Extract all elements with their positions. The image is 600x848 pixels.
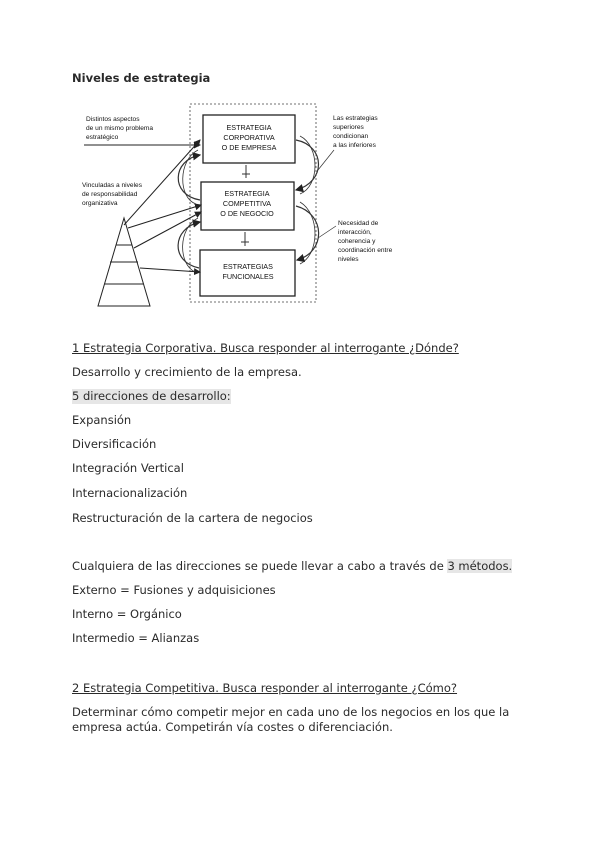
left-top-line: de un mismo problema [86, 125, 154, 132]
curved-arrow-icon [178, 155, 200, 200]
box2-line: O DE NEGOCIO [220, 209, 274, 218]
method-item: Externo = Fusiones y adquisiciones [72, 583, 276, 597]
methods-highlight: 3 métodos. [447, 559, 513, 573]
link-line [140, 268, 200, 272]
right-top-line: a las inferiores [333, 142, 376, 149]
section1-heading: 1 Estrategia Corporativa. Busca responder al interrogante ¿Dónde? [72, 341, 459, 355]
left-mid-line: Vinculadas a niveles [82, 182, 142, 189]
right-bottom-line: niveles [338, 256, 359, 263]
right-bottom-line: coordinación entre [338, 247, 393, 254]
method-item: Interno = Orgánico [72, 607, 182, 621]
box1-line: CORPORATIVA [223, 133, 275, 142]
down-arrow-icon [242, 165, 250, 178]
page-title: Niveles de estrategia [72, 71, 211, 85]
box1-line: ESTRATEGIA [226, 123, 272, 132]
right-top-line: condicionan [333, 133, 369, 140]
link-line [134, 212, 201, 248]
direction-item: Integración Vertical [72, 461, 184, 475]
direction-item: Restructuración de la cartera de negocios [72, 511, 313, 525]
left-top-line: Distintos aspectos [86, 116, 140, 123]
right-top-line: superiores [333, 124, 364, 131]
box3-line: ESTRATEGIAS [223, 262, 273, 271]
right-bottom-line: interacción, [338, 229, 372, 236]
left-mid-line: de responsabilidad [82, 191, 138, 198]
box2-line: COMPETITIVA [222, 199, 272, 208]
right-bottom-line: Necesidad de [338, 220, 379, 227]
right-bottom-line: coherencia y [338, 238, 376, 245]
method-item: Intermedio = Alianzas [72, 631, 200, 645]
left-top-line: estratégico [86, 134, 119, 141]
down-arrow-icon [241, 232, 249, 246]
box3-line: FUNCIONALES [222, 272, 274, 281]
section2-heading: 2 Estrategia Competitiva. Busca responder al interrogante ¿Cómo? [72, 681, 458, 695]
section2-paragraph: Determinar cómo competir mejor en cada uno de los negocios en los que la empresa actúa. Competirán vía costes o diferenciación. [72, 705, 510, 734]
direction-item: Diversificación [72, 437, 157, 451]
left-mid-line: organizativa [82, 200, 118, 207]
methods-sentence-text: Cualquiera de las direcciones se puede llevar a cabo a través de [72, 559, 448, 573]
directions-label: 5 direcciones de desarrollo: [72, 389, 231, 403]
box1-line: O DE EMPRESA [221, 143, 277, 152]
methods-sentence [72, 559, 512, 574]
section1-intro: Desarrollo y crecimiento de la empresa. [72, 365, 302, 379]
direction-item: Internacionalización [72, 486, 188, 500]
curved-arrow-icon [178, 222, 200, 268]
right-top-line: Las estrategias [333, 115, 378, 122]
direction-item: Expansión [72, 413, 132, 427]
box2-line: ESTRATEGIA [224, 189, 270, 198]
